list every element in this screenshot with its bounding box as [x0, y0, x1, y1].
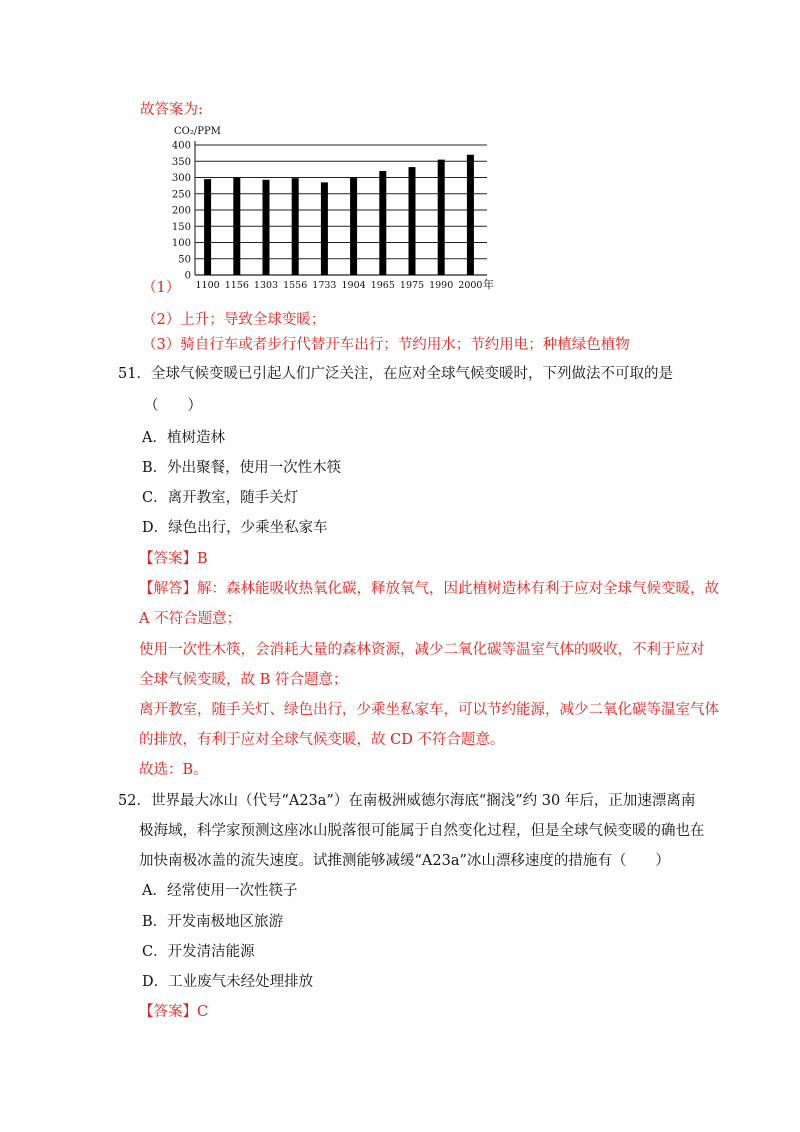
chart-x-tick-label: 1733: [312, 280, 337, 291]
chart-bar-1100: [204, 179, 211, 275]
chart-y-tick-label: 100: [171, 238, 191, 249]
chart-bar-1556: [292, 178, 299, 275]
q51-stem: 51．全球气候变暖已引起人们广泛关注，在应对全球气候变暖时，下列做法不可取的是: [118, 366, 673, 382]
q51-answer: [139, 549, 208, 569]
q51-paren: （ ）: [144, 398, 202, 414]
chart-bar-1990: [438, 160, 445, 275]
chart-y-tick-label: 200: [171, 205, 191, 217]
chart-bar-1156: [233, 178, 240, 276]
chart-x-tick-label: 1965: [370, 280, 395, 291]
chart-bar-2000: [467, 155, 474, 275]
chart-bar-1975: [409, 167, 416, 275]
q51-analysis-line-1: [139, 579, 719, 599]
chart-bar-1904: [350, 178, 357, 276]
chart-x-tick-label: 1556: [283, 280, 308, 291]
chart-y-tick-label: 300: [171, 173, 191, 184]
answer-part-2: （2）上升；导致全球变暖；: [142, 312, 326, 328]
q51-analysis-line-5: 离开教室，随手关灯、绿色出行，少乘坐私家车，可以节约能源，减少二氧化碳等温室气体: [139, 702, 719, 718]
chart-bars: [204, 155, 474, 275]
chart-x-tick-label: 2000: [458, 280, 483, 291]
q52-option-b: B．开发南极地区旅游: [142, 914, 284, 930]
chart-bar-1303: [263, 180, 270, 275]
q52-option-a: A．经常使用一次性筷子: [142, 883, 298, 899]
q51-analysis-line-4: 全球气候变暖，故 B 符合题意；: [139, 672, 348, 688]
chart-y-ticks: [172, 141, 191, 282]
chart-x-tick-label: 1904: [341, 280, 366, 291]
chart-y-tick-label: 150: [171, 221, 191, 233]
analysis-text: 解：森林能吸收热氧化碳，释放氧气，因此植树造林有利于应对全球气候变暖，故: [197, 581, 719, 597]
chart-bar-1965: [379, 171, 386, 275]
chart-x-tick-label: 1100: [195, 280, 220, 291]
chart-x-tick-label: 1990: [429, 280, 454, 291]
q51-option-d: D．绿色出行，少乘坐私家车: [142, 520, 328, 536]
q51-option-a: A．植树造林: [142, 430, 225, 446]
q51-analysis-line-2: A 不符合题意；: [139, 611, 242, 627]
chart-bar-1733: [321, 182, 328, 275]
q52-option-c: C．开发清洁能源: [142, 944, 255, 960]
answer-value: B: [197, 551, 208, 567]
q52-stem-line-2: 极海域，科学家预测这座冰山脱落很可能属于自然变化过程，但是全球气候变暖的确也在: [139, 823, 705, 839]
co2-bar-chart: [150, 120, 510, 295]
chart-x-tick-label: 1303: [253, 280, 279, 291]
q52-option-d: D．工业废气未经处理排放: [142, 974, 314, 990]
chart-x-tick-label: 1156: [224, 280, 249, 291]
chart-x-ticks: [196, 280, 483, 291]
answer-tag: 【答案】: [139, 551, 197, 567]
q51-conclusion: 故选：B。: [139, 762, 208, 778]
chart-y-label: CO₂/PPM: [174, 126, 221, 137]
chart-y-tick-label: 350: [171, 156, 191, 168]
q51-analysis-line-6: 的排放，有利于应对全球气候变暖，故 CD 不符合题意。: [139, 732, 505, 748]
chart-x-unit: 年: [483, 278, 494, 291]
q51-option-c: C．离开教室，随手关灯: [142, 490, 299, 506]
answer-part-1: （1）: [142, 280, 181, 296]
answer-tag: 【答案】: [139, 1004, 197, 1020]
chart-y-tick-label: 0: [184, 270, 191, 282]
q51-analysis-line-3: 使用一次性木筷，会消耗大量的森林资源，减少二氧化碳等温室气体的吸收，不利于应对: [139, 642, 705, 658]
q52-stem-line-1: 52．世界最大冰山（代号“A23a”）在南极洲威德尔海底“搁浅”约 30 年后，正加速漂离南: [118, 793, 696, 809]
chart-x-tick-label: 1975: [399, 280, 425, 291]
answer-value: C: [197, 1004, 209, 1020]
q52-stem-line-3: 加快南极冰盖的流失速度。试推测能够减缓“A23a”冰山漂移速度的措施有（ ）: [139, 853, 670, 869]
chart-y-tick-label: 400: [171, 140, 191, 152]
chart-y-tick-label: 50: [178, 254, 191, 266]
q52-answer: [139, 1002, 208, 1022]
answer-part-3: （3）骑自行车或者步行代替开车出行；节约用水；节约用电；种植绿色植物: [142, 337, 630, 353]
q51-option-b: B．外出聚餐，使用一次性木筷: [142, 460, 342, 476]
analysis-tag: 【解答】: [139, 581, 197, 597]
answer-heading: 故答案为:: [140, 102, 203, 118]
chart-y-tick-label: 250: [171, 189, 191, 201]
